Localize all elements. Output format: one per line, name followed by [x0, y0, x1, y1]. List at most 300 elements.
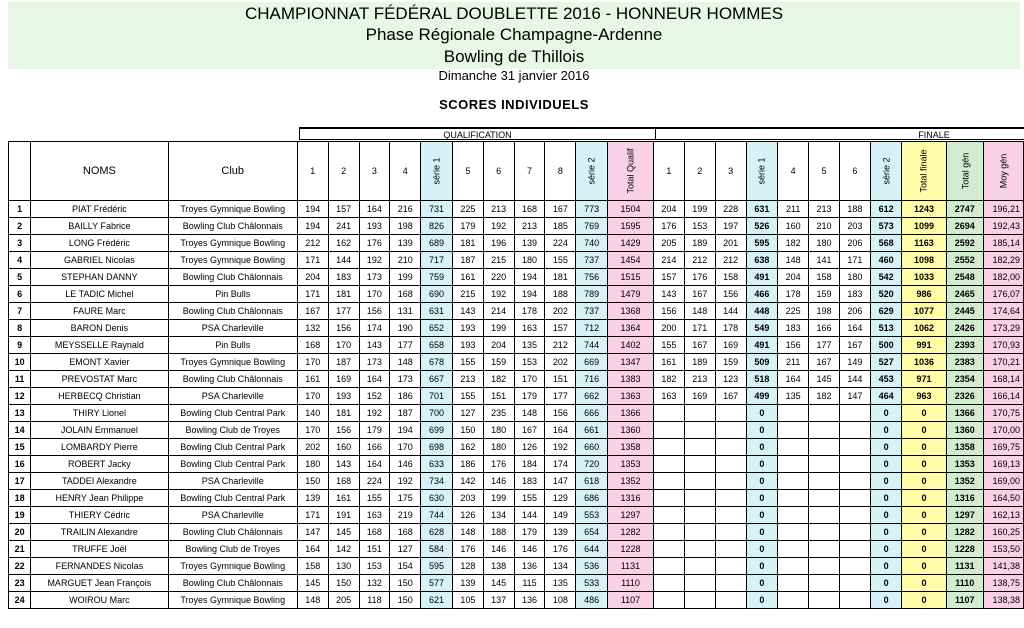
cell-q1: 180	[297, 456, 328, 473]
cell-f3: 197	[715, 218, 746, 235]
cell-q6: 215	[483, 252, 514, 269]
cell-q6: 182	[483, 371, 514, 388]
cell-moy-gen: 160,25	[984, 524, 1024, 541]
cell-f6	[839, 422, 870, 439]
cell-total-qualif: 1366	[607, 405, 653, 422]
cell-total-qualif: 1131	[607, 558, 653, 575]
cell-f2: 176	[684, 269, 715, 286]
cell-fserie1: 0	[746, 558, 778, 575]
cell-q7: 163	[514, 320, 545, 337]
cell-total-qualif: 1383	[607, 371, 653, 388]
cell-moy-gen: 166,14	[984, 388, 1024, 405]
cell-fserie2: 573	[870, 218, 902, 235]
cell-q1: 158	[297, 558, 328, 575]
cell-total-gen: 2747	[946, 201, 984, 218]
cell-serie1: 667	[421, 371, 453, 388]
cell-q7: 144	[514, 507, 545, 524]
cell-total-gen: 1360	[946, 422, 984, 439]
cell-q3: 192	[359, 405, 390, 422]
cell-total-gen: 1353	[946, 456, 984, 473]
club-cell: Bowling Club Central Park	[168, 439, 297, 456]
cell-f5	[809, 456, 840, 473]
table-row	[9, 524, 1024, 541]
col-q7: 7	[514, 142, 545, 201]
col-serie2-label: série 2	[586, 157, 597, 185]
col-total-finale	[902, 142, 946, 201]
cell-q6: 199	[483, 320, 514, 337]
cell-f1: 163	[654, 388, 685, 405]
cell-serie1: 826	[421, 218, 453, 235]
cell-f6: 144	[839, 371, 870, 388]
cell-serie2: 744	[576, 337, 608, 354]
cell-q6: 146	[483, 473, 514, 490]
cell-q5: 143	[452, 303, 483, 320]
cell-f6	[839, 524, 870, 541]
cell-f5: 158	[809, 269, 840, 286]
cell-q5: 176	[452, 541, 483, 558]
cell-fserie2: 0	[870, 456, 902, 473]
club-cell: Troyes Gymnique Bowling	[168, 592, 297, 609]
rank-cell: 5	[9, 269, 31, 286]
cell-fserie2: 629	[870, 303, 902, 320]
cell-q7: 213	[514, 218, 545, 235]
club-cell: Troyes Gymnique Bowling	[168, 558, 297, 575]
cell-moy-gen: 173,29	[984, 320, 1024, 337]
cell-f1	[654, 524, 685, 541]
cell-q4: 127	[390, 541, 421, 558]
cell-serie1: 658	[421, 337, 453, 354]
rank-cell: 22	[9, 558, 31, 575]
cell-q1: 170	[297, 388, 328, 405]
cell-fserie1: 0	[746, 490, 778, 507]
col-q2: 2	[328, 142, 359, 201]
cell-total-finale: 0	[902, 456, 946, 473]
cell-q5: 128	[452, 558, 483, 575]
cell-serie1: 759	[421, 269, 453, 286]
cell-total-qualif: 1595	[607, 218, 653, 235]
cell-total-qualif: 1479	[607, 286, 653, 303]
table-row	[9, 218, 1024, 235]
cell-f6: 183	[839, 286, 870, 303]
cell-f3	[715, 541, 746, 558]
cell-f5: 159	[809, 286, 840, 303]
cell-serie1: 698	[421, 439, 453, 456]
cell-q7: 155	[514, 490, 545, 507]
cell-f6: 147	[839, 388, 870, 405]
cell-serie1: 584	[421, 541, 453, 558]
cell-fserie2: 0	[870, 541, 902, 558]
cell-q3: 193	[359, 218, 390, 235]
table-row	[9, 337, 1024, 354]
cell-q6: 146	[483, 541, 514, 558]
cell-moy-gen: 170,75	[984, 405, 1024, 422]
cell-f2: 213	[684, 371, 715, 388]
cell-q8: 135	[545, 575, 576, 592]
cell-q8: 202	[545, 303, 576, 320]
cell-f3: 228	[715, 201, 746, 218]
cell-total-qualif: 1363	[607, 388, 653, 405]
cell-q4: 216	[390, 201, 421, 218]
cell-q6: 196	[483, 235, 514, 252]
cell-total-qualif: 1358	[607, 439, 653, 456]
cell-q8: 149	[545, 507, 576, 524]
cell-f6	[839, 575, 870, 592]
cell-f2: 171	[684, 320, 715, 337]
cell-moy-gen: 170,00	[984, 422, 1024, 439]
cell-serie2: 740	[576, 235, 608, 252]
cell-fserie1: 595	[746, 235, 778, 252]
cell-f4: 211	[778, 201, 809, 218]
col-f4: 4	[778, 142, 809, 201]
cell-q1: 194	[297, 201, 328, 218]
cell-f1	[654, 507, 685, 524]
name-cell: TRAILIN Alexandre	[31, 524, 168, 541]
cell-f6	[839, 558, 870, 575]
scores-table	[8, 141, 1024, 609]
cell-total-gen: 2694	[946, 218, 984, 235]
cell-fserie2: 0	[870, 490, 902, 507]
cell-q8: 188	[545, 286, 576, 303]
club-cell: Bowling Club Châlonnais	[168, 575, 297, 592]
cell-f3: 169	[715, 337, 746, 354]
cell-q6: 134	[483, 507, 514, 524]
cell-fserie1: 518	[746, 371, 778, 388]
cell-f6: 180	[839, 269, 870, 286]
table-row	[9, 541, 1024, 558]
table-row	[9, 303, 1024, 320]
cell-total-finale: 1098	[902, 252, 946, 269]
cell-q8: 151	[545, 371, 576, 388]
col-moy-gen-label: Moy gén	[998, 153, 1009, 189]
cell-total-finale: 963	[902, 388, 946, 405]
club-cell: Bowling Club Central Park	[168, 405, 297, 422]
cell-q8: 134	[545, 558, 576, 575]
cell-serie2: 533	[576, 575, 608, 592]
cell-fserie2: 612	[870, 201, 902, 218]
cell-f1: 156	[654, 303, 685, 320]
cell-total-gen: 1228	[946, 541, 984, 558]
cell-q8: 185	[545, 218, 576, 235]
cell-q2: 145	[328, 524, 359, 541]
col-total-gen-label: Total gén	[959, 152, 970, 190]
cell-moy-gen: 162,13	[984, 507, 1024, 524]
cell-q6: 235	[483, 405, 514, 422]
cell-q4: 177	[390, 337, 421, 354]
scores-body	[9, 201, 1024, 609]
club-cell: Troyes Gymnique Bowling	[168, 252, 297, 269]
cell-fserie1: 491	[746, 269, 778, 286]
cell-fserie2: 0	[870, 405, 902, 422]
cell-q8: 202	[545, 354, 576, 371]
cell-q6: 137	[483, 592, 514, 609]
cell-q5: 181	[452, 235, 483, 252]
cell-q1: 148	[297, 592, 328, 609]
cell-q7: 194	[514, 286, 545, 303]
cell-total-gen: 1352	[946, 473, 984, 490]
cell-f3	[715, 439, 746, 456]
rank-cell: 4	[9, 252, 31, 269]
cell-q3: 224	[359, 473, 390, 490]
cell-q2: 160	[328, 439, 359, 456]
cell-moy-gen: 138,75	[984, 575, 1024, 592]
cell-q7: 168	[514, 201, 545, 218]
cell-f5	[809, 405, 840, 422]
cell-f3: 167	[715, 388, 746, 405]
cell-serie2: 686	[576, 490, 608, 507]
cell-q4: 219	[390, 507, 421, 524]
table-row	[9, 252, 1024, 269]
cell-f1	[654, 490, 685, 507]
cell-total-gen: 2354	[946, 371, 984, 388]
col-fserie2	[870, 142, 902, 201]
cell-q2: 162	[328, 235, 359, 252]
cell-total-qualif: 1297	[607, 507, 653, 524]
rank-cell: 24	[9, 592, 31, 609]
cell-q6: 188	[483, 524, 514, 541]
cell-q7: 179	[514, 524, 545, 541]
cell-total-qualif: 1107	[607, 592, 653, 609]
cell-f5	[809, 507, 840, 524]
cell-total-qualif: 1402	[607, 337, 653, 354]
cell-q4: 175	[390, 490, 421, 507]
cell-q1: 194	[297, 218, 328, 235]
table-row	[9, 507, 1024, 524]
cell-fserie2: 0	[870, 473, 902, 490]
rank-cell: 10	[9, 354, 31, 371]
cell-q4: 173	[390, 371, 421, 388]
cell-f4	[778, 473, 809, 490]
name-cell: LOMBARDY Pierre	[31, 439, 168, 456]
cell-f4	[778, 507, 809, 524]
col-club: Club	[168, 142, 297, 201]
cell-q1: 140	[297, 405, 328, 422]
name-cell: GABRIEL Nicolas	[31, 252, 168, 269]
cell-serie1: 652	[421, 320, 453, 337]
table-row	[9, 371, 1024, 388]
cell-q2: 181	[328, 286, 359, 303]
cell-q1: 132	[297, 320, 328, 337]
cell-f4	[778, 541, 809, 558]
cell-f5	[809, 575, 840, 592]
table-row	[9, 388, 1024, 405]
cell-moy-gen: 169,75	[984, 439, 1024, 456]
cell-f3: 178	[715, 320, 746, 337]
cell-q4: 154	[390, 558, 421, 575]
cell-total-gen: 2383	[946, 354, 984, 371]
cell-q4: 187	[390, 405, 421, 422]
cell-total-finale: 1062	[902, 320, 946, 337]
cell-q1: 171	[297, 252, 328, 269]
club-cell: Bowling Club Central Park	[168, 456, 297, 473]
cell-serie2: 536	[576, 558, 608, 575]
cell-fserie1: 0	[746, 405, 778, 422]
rank-cell: 18	[9, 490, 31, 507]
cell-f1	[654, 592, 685, 609]
cell-f2: 167	[684, 286, 715, 303]
cell-f5: 166	[809, 320, 840, 337]
cell-q5: 193	[452, 337, 483, 354]
cell-q5: 187	[452, 252, 483, 269]
cell-q2: 143	[328, 456, 359, 473]
cell-total-finale: 0	[902, 541, 946, 558]
cell-moy-gen: 185,14	[984, 235, 1024, 252]
cell-q4: 146	[390, 456, 421, 473]
cell-q6: 213	[483, 201, 514, 218]
cell-q3: 173	[359, 354, 390, 371]
cell-q5: 193	[452, 320, 483, 337]
cell-f6	[839, 456, 870, 473]
cell-f3: 144	[715, 303, 746, 320]
cell-moy-gen: 170,93	[984, 337, 1024, 354]
rank-cell: 23	[9, 575, 31, 592]
cell-q2: 157	[328, 201, 359, 218]
cell-f6: 164	[839, 320, 870, 337]
cell-q3: 164	[359, 371, 390, 388]
cell-q1: 145	[297, 575, 328, 592]
cell-f1: 143	[654, 286, 685, 303]
cell-f4	[778, 490, 809, 507]
cell-total-gen: 2465	[946, 286, 984, 303]
cell-q8: 155	[545, 252, 576, 269]
cell-serie1: 731	[421, 201, 453, 218]
cell-f1	[654, 575, 685, 592]
name-cell: BARON Denis	[31, 320, 168, 337]
cell-f2	[684, 422, 715, 439]
cell-serie2: 660	[576, 439, 608, 456]
cell-q2: 156	[328, 320, 359, 337]
cell-f4: 178	[778, 286, 809, 303]
page-title: CHAMPIONNAT FÉDÉRAL DOUBLETTE 2016 - HONNEUR HOMMES	[244, 4, 784, 23]
cell-total-finale: 0	[902, 507, 946, 524]
cell-f4	[778, 456, 809, 473]
cell-f1	[654, 456, 685, 473]
cell-total-gen: 1282	[946, 524, 984, 541]
cell-q7: 136	[514, 592, 545, 609]
cell-q7: 179	[514, 388, 545, 405]
col-q1: 1	[297, 142, 328, 201]
cell-q7: 136	[514, 558, 545, 575]
cell-fserie1: 0	[746, 592, 778, 609]
cell-fserie2: 460	[870, 252, 902, 269]
cell-q1: 164	[297, 541, 328, 558]
rank-cell: 12	[9, 388, 31, 405]
cell-q2: 181	[328, 405, 359, 422]
cell-f5	[809, 524, 840, 541]
cell-f5	[809, 439, 840, 456]
cell-f6	[839, 507, 870, 524]
cell-q5: 150	[452, 422, 483, 439]
cell-f1: 157	[654, 269, 685, 286]
cell-f3	[715, 422, 746, 439]
cell-q8: 181	[545, 269, 576, 286]
cell-f5: 198	[809, 303, 840, 320]
cell-f4	[778, 592, 809, 609]
table-row	[9, 286, 1024, 303]
cell-q1: 167	[297, 303, 328, 320]
cell-q2: 150	[328, 575, 359, 592]
cell-serie2: 737	[576, 303, 608, 320]
cell-q5: 213	[452, 371, 483, 388]
col-q5: 5	[452, 142, 483, 201]
cell-f2	[684, 558, 715, 575]
table-row	[9, 473, 1024, 490]
cell-serie1: 701	[421, 388, 453, 405]
cell-fserie2: 568	[870, 235, 902, 252]
cell-fserie1: 631	[746, 201, 778, 218]
cell-serie1: 690	[421, 286, 453, 303]
cell-total-qualif: 1454	[607, 252, 653, 269]
venue-subtitle: Bowling de Thillois	[443, 47, 585, 66]
name-cell: EMONT Xavier	[31, 354, 168, 371]
cell-serie2: 553	[576, 507, 608, 524]
name-cell: HERBECQ Christian	[31, 388, 168, 405]
col-fserie1-label: série 1	[756, 157, 767, 185]
cell-total-gen: 2426	[946, 320, 984, 337]
cell-f5: 141	[809, 252, 840, 269]
cell-q4: 168	[390, 524, 421, 541]
cell-q6: 159	[483, 354, 514, 371]
name-cell: PREVOSTAT Marc	[31, 371, 168, 388]
cell-q3: 143	[359, 337, 390, 354]
cell-q8: 164	[545, 422, 576, 439]
cell-q6: 192	[483, 286, 514, 303]
cell-serie1: 689	[421, 235, 453, 252]
cell-q7: 170	[514, 371, 545, 388]
cell-q4: 150	[390, 575, 421, 592]
cell-q3: 173	[359, 269, 390, 286]
name-cell: ROBERT Jacky	[31, 456, 168, 473]
cell-total-qualif: 1360	[607, 422, 653, 439]
cell-q3: 118	[359, 592, 390, 609]
cell-fserie1: 0	[746, 456, 778, 473]
cell-q5: 161	[452, 269, 483, 286]
cell-serie1: 577	[421, 575, 453, 592]
cell-f4	[778, 405, 809, 422]
cell-f1	[654, 422, 685, 439]
group-qualification: QUALIFICATION	[299, 127, 656, 140]
cell-fserie1: 448	[746, 303, 778, 320]
cell-serie1: 717	[421, 252, 453, 269]
cell-f5: 180	[809, 235, 840, 252]
cell-serie1: 630	[421, 490, 453, 507]
cell-q5: 148	[452, 524, 483, 541]
cell-f4: 135	[778, 388, 809, 405]
cell-f6: 203	[839, 218, 870, 235]
cell-f4: 211	[778, 354, 809, 371]
cell-f5: 167	[809, 354, 840, 371]
cell-f4: 182	[778, 235, 809, 252]
cell-fserie2: 0	[870, 592, 902, 609]
cell-serie2: 720	[576, 456, 608, 473]
cell-f5: 182	[809, 388, 840, 405]
cell-q8: 224	[545, 235, 576, 252]
table-row	[9, 405, 1024, 422]
cell-moy-gen: 192,43	[984, 218, 1024, 235]
cell-total-qualif: 1282	[607, 524, 653, 541]
cell-q5: 105	[452, 592, 483, 609]
cell-q3: 152	[359, 388, 390, 405]
cell-total-qualif: 1352	[607, 473, 653, 490]
cell-total-finale: 1077	[902, 303, 946, 320]
cell-f2	[684, 507, 715, 524]
phase-subtitle: Phase Régionale Champagne-Ardenne	[365, 25, 663, 44]
cell-fserie2: 527	[870, 354, 902, 371]
cell-q6: 180	[483, 439, 514, 456]
cell-fserie1: 0	[746, 524, 778, 541]
cell-q6: 145	[483, 575, 514, 592]
cell-q2: 170	[328, 337, 359, 354]
cell-fserie2: 0	[870, 575, 902, 592]
